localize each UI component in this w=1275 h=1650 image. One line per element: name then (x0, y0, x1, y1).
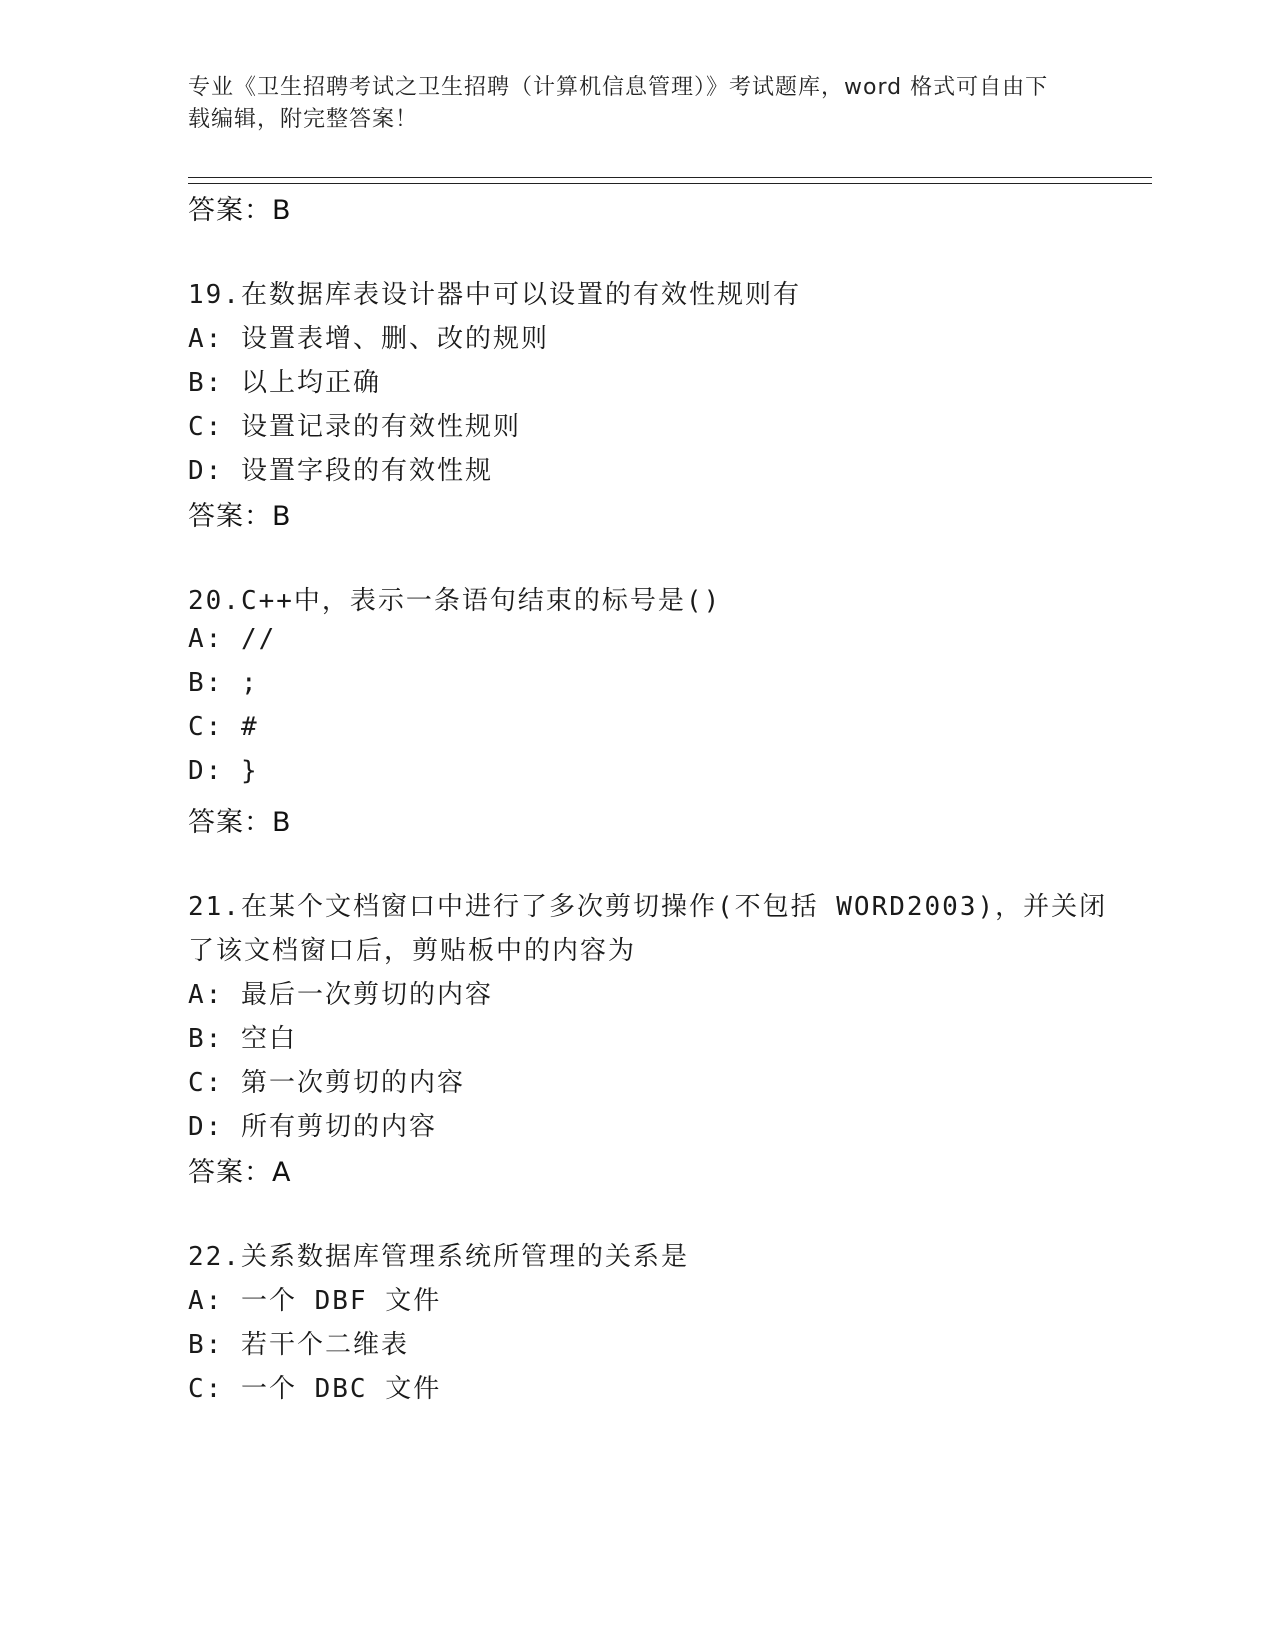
answer-20: 答案：B (188, 807, 292, 838)
question-19: 19.在数据库表设计器中可以设置的有效性规则有 (188, 280, 801, 310)
option-22-b: B: 若干个二维表 (188, 1330, 409, 1360)
option-22-c: C: 一个 DBC 文件 (188, 1374, 442, 1404)
question-21-line-2: 了该文档窗口后，剪贴板中的内容为 (188, 936, 637, 966)
option-21-b: B: 空白 (188, 1024, 297, 1054)
answer-19: 答案：B (188, 501, 292, 532)
document-header: 专业《卫生招聘考试之卫生招聘（计算机信息管理）》考试题库，word 格式可自由下载编辑，附完整答案！ (188, 75, 1049, 132)
option-19-a: A: 设置表增、删、改的规则 (188, 324, 549, 354)
option-20-c: C: # (188, 712, 259, 742)
header-rule-top (188, 177, 1152, 178)
answer-18: 答案：B (188, 195, 292, 226)
question-22: 22.关系数据库管理系统所管理的关系是 (188, 1242, 689, 1272)
question-21-line-1: 21.在某个文档窗口中进行了多次剪切操作(不包括 WORD2003)，并关闭 (188, 892, 1108, 922)
option-20-b: B: ; (188, 668, 259, 698)
option-20-a: A: // (188, 624, 277, 654)
option-22-a: A: 一个 DBF 文件 (188, 1286, 442, 1316)
option-19-d: D: 设置字段的有效性规 (188, 456, 493, 486)
question-20: 20.C++中，表示一条语句结束的标号是() (188, 586, 722, 616)
header-rule-bottom (188, 183, 1152, 184)
option-21-c: C: 第一次剪切的内容 (188, 1068, 465, 1098)
option-21-a: A: 最后一次剪切的内容 (188, 980, 493, 1010)
option-19-c: C: 设置记录的有效性规则 (188, 412, 521, 442)
option-19-b: B: 以上均正确 (188, 368, 381, 398)
option-20-d: D: } (188, 756, 259, 786)
answer-21: 答案：A (188, 1157, 292, 1188)
option-21-d: D: 所有剪切的内容 (188, 1112, 437, 1142)
